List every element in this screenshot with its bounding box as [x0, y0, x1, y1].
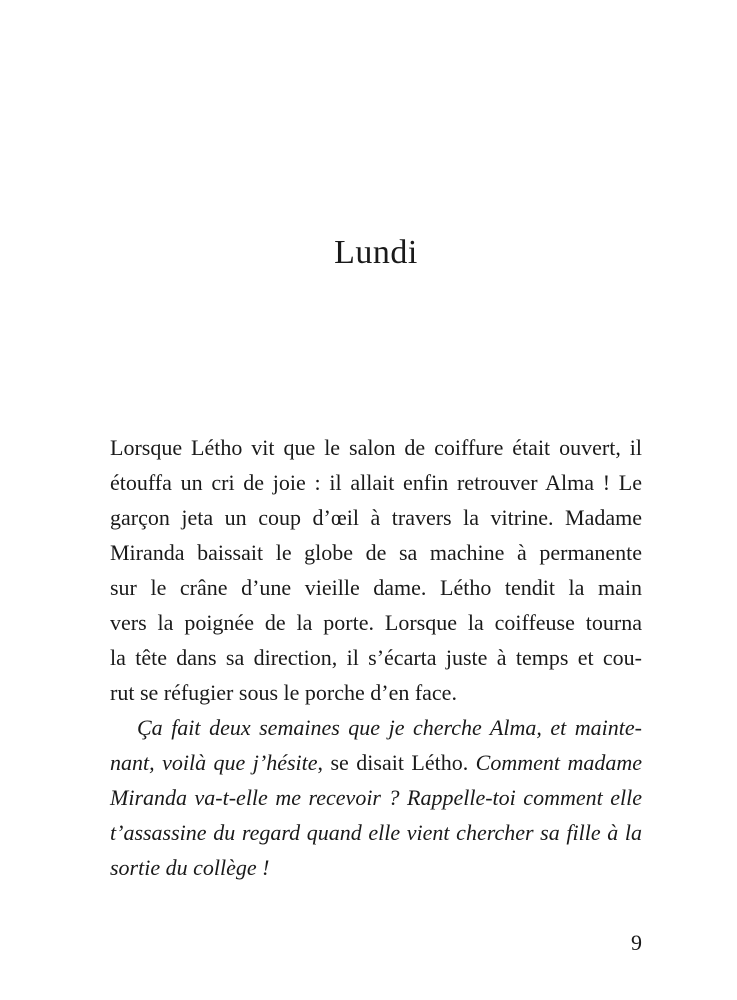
text-segment: vers la poignée de la porte. Lorsque la coiffeuse tourna [110, 610, 642, 635]
italic-text-segment: Miranda va-t-elle me recevoir ? Rappelle-toi comment elle [110, 785, 642, 810]
text-line [110, 850, 642, 885]
paragraph-2 [110, 710, 642, 885]
paragraph-1 [110, 430, 642, 710]
text-segment: rut se réfugier sous le porche d’en face. [110, 680, 457, 705]
text-line [110, 605, 642, 640]
text-segment: sur le crâne d’une vieille dame. Létho tendit la main [110, 575, 642, 600]
text-line [110, 745, 642, 780]
text-segment: la tête dans sa direction, il s’écarta juste à temps et cou- [110, 645, 642, 670]
body-text [110, 430, 642, 885]
italic-text-segment: Ça fait deux semaines que je cherche Alma, et mainte- [137, 715, 642, 740]
italic-text-segment: t’assassine du regard quand elle vient chercher sa fille à la [110, 820, 642, 845]
text-line [110, 535, 642, 570]
italic-text-segment: nant, voilà que j’hésite [110, 750, 318, 775]
page-number: 9 [631, 930, 642, 955]
text-segment: étouffa un cri de joie : il allait enfin retrouver Alma ! Le [110, 470, 642, 495]
text-line [110, 815, 642, 850]
italic-text-segment: Comment madame [475, 750, 642, 775]
text-line [110, 675, 642, 710]
text-segment: Miranda baissait le globe de sa machine à permanente [110, 540, 642, 565]
text-line [110, 500, 642, 535]
text-line [110, 430, 642, 465]
text-line [110, 640, 642, 675]
text-segment: , se disait Létho. [317, 750, 476, 775]
text-segment: Lorsque Létho vit que le salon de coiffure était ouvert, il [110, 435, 642, 460]
text-segment: garçon jeta un coup d’œil à travers la vitrine. Madame [110, 505, 642, 530]
text-line [110, 710, 642, 745]
text-line [110, 780, 642, 815]
text-line [110, 570, 642, 605]
text-line [110, 465, 642, 500]
chapter-title: Lundi [334, 234, 418, 271]
italic-text-segment: sortie du collège ! [110, 855, 270, 880]
